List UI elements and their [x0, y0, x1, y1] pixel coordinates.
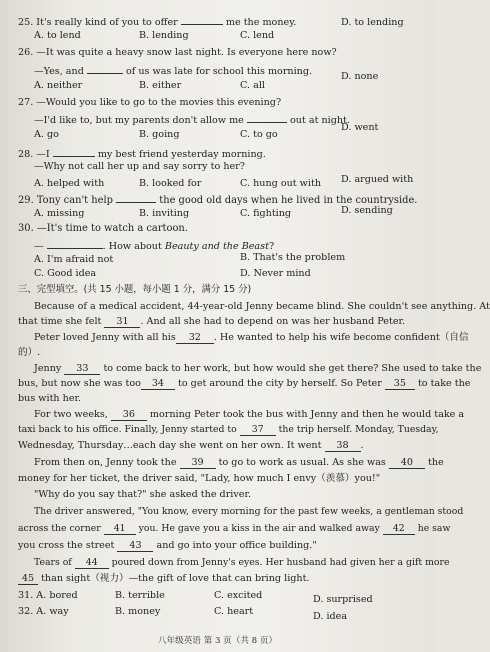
- option-31-d[interactable]: D. surprised: [313, 594, 373, 605]
- option-29-c[interactable]: C. fighting: [240, 208, 292, 219]
- option-28-c[interactable]: C. hung out with: [240, 178, 321, 189]
- question-30-line2: — . How about Beauty and the Beast?: [34, 238, 427, 253]
- passage-line-8: For two weeks, 36 morning Peter took the bus with Jenny and then he would take a: [34, 409, 465, 420]
- option-29-a[interactable]: A. missing: [34, 208, 85, 219]
- option-32-d[interactable]: D. idea: [313, 611, 348, 622]
- blank-28[interactable]: [53, 146, 95, 157]
- option-27-a[interactable]: A. go: [34, 129, 59, 140]
- option-26-c[interactable]: C. all: [240, 80, 265, 91]
- passage-line-4: 的）.: [18, 347, 41, 358]
- option-29-d[interactable]: D. sending: [341, 205, 393, 216]
- blank-37[interactable]: 37: [240, 425, 276, 436]
- blank-30[interactable]: [47, 238, 103, 249]
- blank-39[interactable]: 39: [180, 458, 216, 469]
- question-28-line2: —Why not call her up and say sorry to her?: [34, 161, 245, 172]
- option-30-b[interactable]: B. That's the problem: [240, 252, 346, 263]
- question-30: 30. —It's time to watch a cartoon.: [18, 223, 188, 234]
- blank-35[interactable]: 35: [385, 379, 415, 390]
- option-30-d[interactable]: D. Never mind: [240, 268, 311, 279]
- question-28: 28. —I my best friend yesterday morning.: [18, 146, 427, 161]
- question-26: 26. —It was quite a heavy snow last night. Is everyone here now?: [18, 47, 337, 58]
- option-27-d[interactable]: D. went: [341, 122, 379, 133]
- passage-line-5: Jenny 33 to come back to her work, but how would she get there? She used to take the: [34, 363, 482, 374]
- question-29: 29. Tony can't help the good old days when he lived in the countryside.: [18, 192, 427, 207]
- option-25-c[interactable]: C. lend: [240, 30, 275, 41]
- blank-34[interactable]: 34: [141, 379, 175, 390]
- blank-41[interactable]: 41: [104, 524, 136, 535]
- passage-line-18: 45 than sight（视力）—the gift of love that can bring light.: [18, 573, 427, 585]
- blank-26[interactable]: [87, 63, 123, 74]
- option-32-b[interactable]: B. money: [115, 606, 161, 617]
- question-27-line2: —I'd like to, but my parents don't allow me out at night.: [34, 112, 427, 127]
- question-27: 27. —Would you like to go to the movies this evening?: [18, 97, 282, 108]
- section-title: 三、完型填空。(共 15 小题，每小题 1 分，满分 15 分): [18, 284, 252, 295]
- option-27-c[interactable]: C. to go: [240, 129, 278, 140]
- passage-line-14: The driver answered, "You know, every morning for the past few weeks, a gentleman stood: [34, 506, 464, 517]
- passage-line-11: From then on, Jenny took the 39 to go to work as usual. As she was 40 the: [34, 457, 444, 468]
- option-32-c[interactable]: C. heart: [214, 606, 254, 617]
- blank-31[interactable]: 31: [104, 317, 140, 328]
- option-26-a[interactable]: A. neither: [34, 80, 83, 91]
- passage-line-17: Tears of 44 poured down from Jenny's eyes. Her husband had given her a gift more: [34, 557, 450, 568]
- blank-43[interactable]: 43: [117, 541, 153, 552]
- passage-line-2: that time she felt 31 . And all she had to depend on was her husband Peter.: [18, 316, 406, 327]
- blank-44[interactable]: 44: [75, 558, 109, 569]
- option-28-d[interactable]: D. argued with: [341, 174, 414, 185]
- option-26-d[interactable]: D. none: [341, 71, 379, 82]
- option-29-b[interactable]: B. inviting: [139, 208, 190, 219]
- blank-33[interactable]: 33: [64, 364, 100, 375]
- page-footer: 八年级英语 第 3 页（共 8 页）: [157, 636, 278, 646]
- passage-line-1: Because of a medical accident, 44-year-old Jenny became blind. She couldn't see anything. At: [34, 301, 490, 312]
- question-26-line2: —Yes, and of us was late for school this morning.: [34, 63, 427, 78]
- option-28-a[interactable]: A. helped with: [34, 178, 105, 189]
- blank-38[interactable]: 38: [325, 441, 361, 452]
- passage-line-10: Wednesday, Thursday…each day she went on her own. It went 38 .: [18, 440, 364, 451]
- blank-29[interactable]: [116, 192, 156, 203]
- blank-42[interactable]: 42: [383, 524, 415, 535]
- passage-line-15: across the corner 41 you. He gave you a kiss in the air and walked away 42 he saw: [18, 523, 451, 534]
- blank-25[interactable]: [181, 14, 223, 25]
- option-30-c[interactable]: C. Good idea: [34, 268, 97, 279]
- passage-line-3: Peter loved Jenny with all his 32 . He wanted to help his wife become confident（自信: [34, 332, 469, 343]
- passage-line-6: bus, but now she was too 34 to get around the city by herself. So Peter 35 to take the: [18, 378, 471, 389]
- passage-line-16: you cross the street 43 and go into your office building.": [18, 540, 317, 551]
- option-25-b[interactable]: B. lending: [139, 30, 189, 41]
- question-25: 25. It's really kind of you to offer me the money.: [18, 14, 427, 29]
- passage-line-9: taxi back to his office. Finally, Jenny started to 37 the trip herself. Monday, Tuesday,: [18, 424, 439, 435]
- option-31-c[interactable]: C. excited: [214, 590, 263, 601]
- option-30-a[interactable]: A. I'm afraid not: [34, 254, 114, 265]
- passage-line-12: money for her ticket, the driver said, "Lady, how much I envy（羡慕）you!": [18, 473, 381, 484]
- blank-36[interactable]: 36: [111, 410, 147, 421]
- option-32-a[interactable]: 32. A. way: [18, 606, 69, 617]
- option-25-d[interactable]: D. to lending: [341, 17, 404, 28]
- blank-27[interactable]: [247, 112, 287, 123]
- blank-45[interactable]: 45: [18, 574, 38, 585]
- passage-line-13: "Why do you say that?" she asked the driver.: [34, 489, 252, 500]
- option-25-a[interactable]: A. to lend: [34, 30, 81, 41]
- option-31-a[interactable]: 31. A. bored: [18, 590, 78, 601]
- option-28-b[interactable]: B. looked for: [139, 178, 202, 189]
- option-26-b[interactable]: B. either: [139, 80, 182, 91]
- movie-title: Beauty and the Beast: [164, 241, 269, 252]
- option-27-b[interactable]: B. going: [139, 129, 180, 140]
- blank-40[interactable]: 40: [389, 458, 425, 469]
- passage-line-7: bus with her.: [18, 393, 82, 404]
- option-31-b[interactable]: B. terrible: [115, 590, 165, 601]
- blank-32[interactable]: 32: [176, 333, 214, 344]
